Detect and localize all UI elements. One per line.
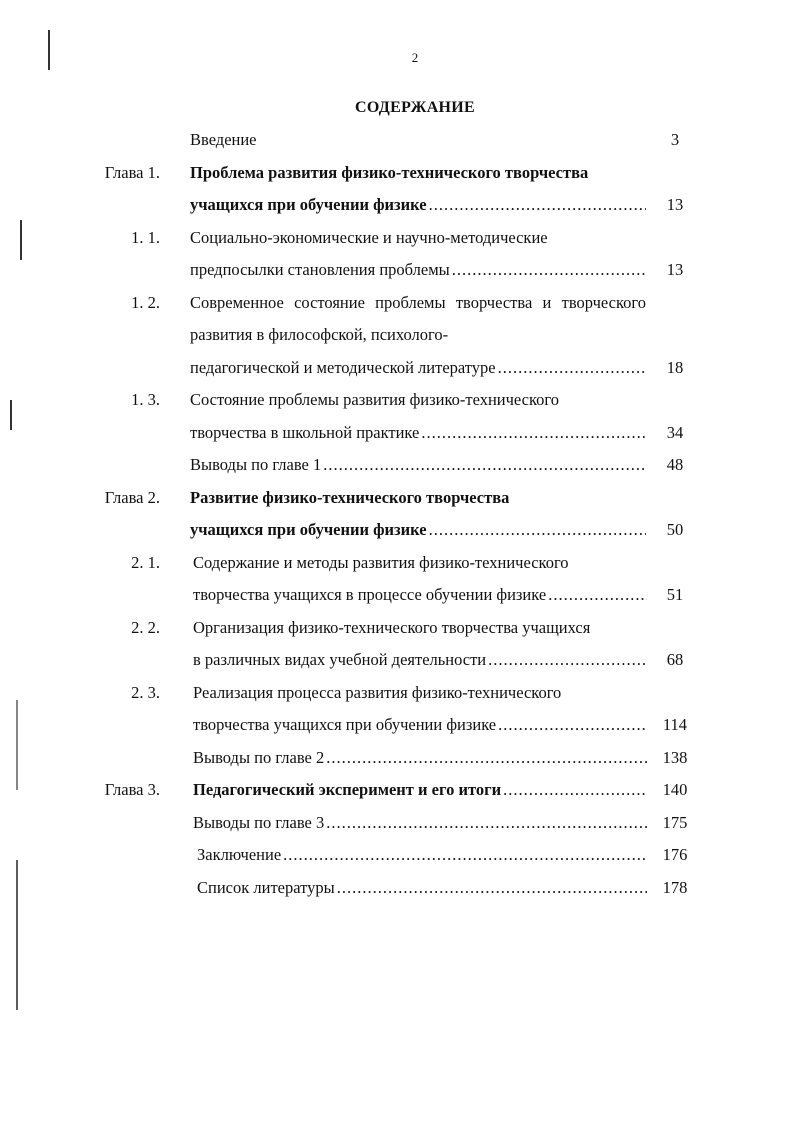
- toc-entry-title: [190, 287, 646, 385]
- toc-entry-title: [190, 384, 646, 449]
- toc-entry-page: 176: [662, 845, 688, 864]
- toc-entry-title-last-line: Выводы по главе 3: [193, 812, 325, 832]
- toc-entry-title-last-line: творчества в школьной практике: [190, 422, 420, 442]
- toc-entry-title-last-line: творчества учащихся при обучении физике: [193, 715, 497, 734]
- dot-leader: [548, 579, 647, 612]
- dot-leader: [498, 352, 646, 385]
- page-number: 2: [411, 50, 419, 65]
- toc-entry-title: [190, 157, 646, 222]
- dot-leader: [326, 807, 647, 840]
- toc-entry-title: [193, 742, 647, 775]
- toc-entry-page: 18: [666, 357, 684, 377]
- toc-entry-number: 2. 3.: [131, 682, 160, 702]
- toc-entry-title-last-line: Выводы по главе 2: [193, 747, 325, 767]
- toc-entry: [0, 287, 796, 385]
- dot-leader: [429, 514, 646, 547]
- toc-entry-page: 114: [662, 715, 688, 734]
- toc-entry-title-lead: Состояние проблемы развития физико-технического: [190, 390, 560, 409]
- toc-entry-title: [197, 872, 647, 905]
- toc-entry: [0, 677, 796, 742]
- toc-entry-title: [197, 839, 647, 872]
- toc-entry-title-last-line: Заключение: [197, 845, 282, 864]
- toc-entry: [0, 872, 796, 905]
- toc-entry-title-last-line: творчества учащихся в процессе обучении физике: [193, 585, 547, 604]
- toc-entry: [0, 157, 796, 222]
- table-of-contents: [0, 124, 796, 904]
- toc-entry-page: 34: [666, 422, 684, 442]
- toc-entry-page: 51: [666, 585, 684, 604]
- toc-entry-number: 1. 3.: [131, 390, 160, 409]
- toc-entry-title: [190, 449, 646, 482]
- toc-entry-page: 50: [666, 520, 684, 539]
- toc-entry-title-lead: Организация физико-технического творчества учащихся: [193, 617, 591, 637]
- dot-leader: [283, 839, 647, 872]
- toc-entry-number: 1. 2.: [131, 292, 160, 312]
- toc-entry: [0, 612, 796, 677]
- dot-leader: [503, 774, 647, 807]
- dot-leader: [421, 417, 646, 450]
- toc-entry-title-lead: Развитие физико-технического творчества: [190, 487, 510, 507]
- toc-entry-number: 1. 1.: [131, 227, 160, 247]
- toc-entry: [0, 774, 796, 807]
- toc-entry: [0, 124, 796, 157]
- toc-entry-title: [193, 612, 647, 677]
- toc-entry-title-last-line: Выводы по главе 1: [190, 455, 322, 474]
- toc-entry-title: [190, 222, 646, 287]
- toc-entry-title: [193, 774, 647, 807]
- toc-entry-title: [190, 482, 646, 547]
- toc-entry-title-last-line: учащихся при обучении физике: [190, 520, 427, 539]
- toc-entry-number: Глава 3.: [104, 780, 160, 799]
- toc-entry-title-last-line: Введение: [190, 130, 257, 149]
- toc-entry-title-lead: Реализация процесса развития физико-технического: [193, 682, 562, 702]
- toc-entry: [0, 222, 796, 287]
- dot-leader: [429, 189, 646, 222]
- toc-entry: [0, 482, 796, 547]
- toc-entry-page: 13: [666, 195, 684, 214]
- dot-leader: [488, 644, 647, 677]
- toc-entry-title: [193, 677, 647, 742]
- toc-entry-title-last-line: педагогической и методической литературе: [190, 357, 496, 377]
- toc-entry: [0, 547, 796, 612]
- toc-entry: [0, 807, 796, 840]
- toc-entry-title: [193, 807, 647, 840]
- toc-entry-page: 48: [666, 455, 684, 474]
- toc-entry-title-last-line: в различных видах учебной деятельности: [193, 650, 487, 669]
- toc-entry-page: 68: [666, 650, 684, 669]
- toc-entry-page: 140: [662, 780, 688, 799]
- toc-entry-title-lead: Проблема развития физико-технического творчества: [190, 162, 589, 182]
- toc-entry-page: 13: [666, 260, 684, 279]
- toc-entry-page: 3: [670, 130, 680, 149]
- toc-entry-page: 138: [662, 747, 688, 767]
- toc-title: СОДЕРЖАНИЕ: [354, 99, 476, 116]
- toc-entry-title: [193, 547, 647, 612]
- dot-leader: [323, 449, 646, 482]
- toc-entry: [0, 742, 796, 775]
- dot-leader: [337, 872, 647, 905]
- toc-entry-title: [190, 124, 646, 157]
- toc-entry-title-last-line: Список литературы: [197, 877, 335, 897]
- toc-entry-page: 178: [662, 877, 688, 897]
- toc-entry: [0, 384, 796, 449]
- toc-entry-title-last-line: предпосылки становления проблемы: [190, 260, 450, 279]
- dot-leader: [326, 742, 647, 775]
- toc-entry-title-last-line: Педагогический эксперимент и его итоги: [193, 780, 502, 799]
- toc-entry-title-lead: Социально-экономические и научно-методические: [190, 227, 548, 247]
- toc-entry: [0, 449, 796, 482]
- toc-entry-title-lead: Современное состояние проблемы творчества и творческого развития в философской, психолого-: [190, 292, 646, 344]
- toc-entry-number: Глава 2.: [104, 487, 160, 507]
- toc-entry-title-last-line: учащихся при обучении физике: [190, 195, 427, 214]
- toc-entry-number: 2. 1.: [131, 552, 160, 572]
- toc-entry-title-lead: Содержание и методы развития физико-технического: [193, 552, 569, 572]
- scan-artifact: [48, 30, 50, 70]
- dot-leader: [452, 254, 646, 287]
- toc-entry-page: 175: [662, 812, 688, 832]
- toc-entry-number: Глава 1.: [104, 162, 160, 182]
- toc-entry-number: 2. 2.: [131, 617, 160, 637]
- toc-entry: [0, 839, 796, 872]
- dot-leader: [498, 709, 647, 742]
